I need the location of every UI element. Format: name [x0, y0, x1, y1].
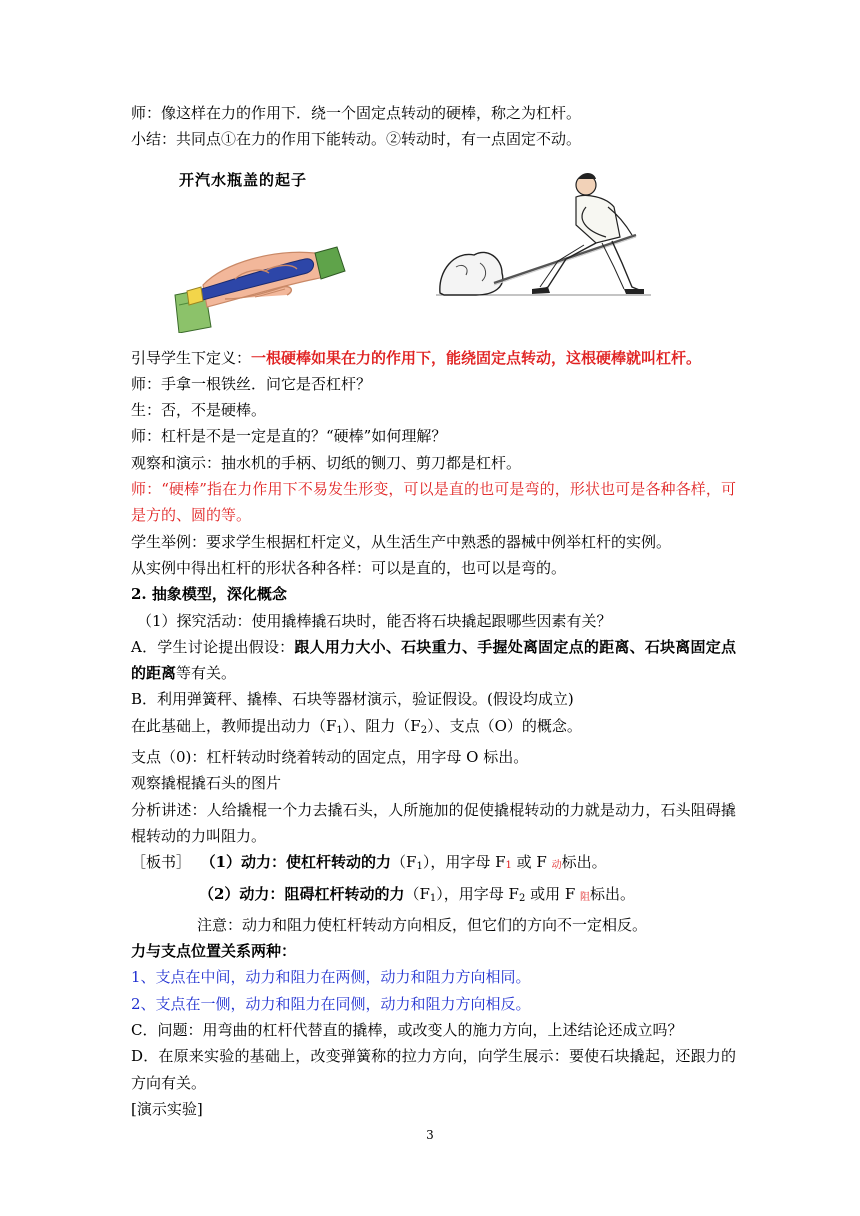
board-1-bold: （1）动力：使杠杆转动的力	[200, 853, 392, 872]
rigid-rod-explanation: 师：“硬棒”指在力作用下不易发生形变，可以是直的也可是弯的，形状也可是各种各样，可是方的、圆的等。	[131, 480, 736, 525]
board-2-sub2: 2	[518, 892, 526, 904]
teacher-question-wire: 师：手拿一根铁丝．问它是否杠杆？	[131, 374, 372, 393]
observation-line: 观察和演示：抽水机的手柄、切纸的铡刀、剪刀都是杠杆。	[131, 453, 522, 472]
hypothesis-prefix: A．学生讨论提出假设：	[131, 637, 295, 656]
board-1-c: 或 F	[511, 853, 552, 872]
definition-line: 师：像这样在力的作用下．绕一个固定点转动的硬棒，称之为杠杆。	[131, 104, 582, 122]
hypothesis-suffix: 等有关。	[176, 664, 237, 683]
hypothesis-factors: 跟人用力大小、石块重力、手握处离固定点的距离、石块离固定点的距离	[131, 637, 736, 683]
lever-definition: 一根硬棒如果在力的作用下，能绕固定点转动，这根硬棒就叫杠杆。	[251, 348, 702, 367]
relation-2: 2、支点在一侧，动力和阻力在同侧，动力和阻力方向相反。	[131, 994, 531, 1013]
inquiry-activity: （1）探究活动：使用撬棒撬石块时，能否将石块撬起跟哪些因素有关？	[137, 611, 612, 630]
board-2-sub: 1	[429, 892, 437, 904]
concept-sub1: 1	[336, 724, 343, 736]
teacher-question-straight: 师：杠杆是不是一定是直的？“硬棒”如何理解？	[131, 427, 447, 446]
page-content	[131, 100, 736, 1122]
concept-b: ）、阻力（F	[342, 716, 421, 735]
hypothesis-line	[131, 634, 736, 687]
fulcrum-line: 支点（0)：杠杆转动时绕着转动的固定点，用字母 O 标出。	[131, 748, 529, 767]
opener-caption: 开汽水瓶盖的起子	[179, 170, 308, 189]
verification-line: B．利用弹簧秤、撬棒、石块等器材演示，验证假设。(假设均成立)	[131, 690, 574, 709]
analysis-line: 分析讲述：人给撬棍一个力去撬石头，人所施加的促使撬棍转动的力就是动力，石头阻碍撬棍转动的力叫阻力。	[131, 800, 736, 845]
board-note: 注意：动力和阻力使杠杆转动方向相反，但它们的方向不一定相反。	[197, 915, 648, 934]
concept-line	[131, 713, 736, 744]
board-1-d: 标出。	[561, 853, 607, 872]
board-2-b: ），用字母 F	[436, 884, 519, 903]
guided-definition	[131, 345, 736, 371]
board-1-red2: 动	[551, 860, 562, 872]
demo-experiment-label: [演示实验]	[131, 1099, 203, 1118]
board-label: ［板书］	[131, 853, 192, 872]
concept-a: 在此基础上，教师提出动力（F	[131, 716, 337, 735]
board-2-bold: （2）动力：阻碍杠杆转动的力	[199, 884, 405, 903]
illustrations	[131, 159, 736, 345]
board-2-c: 或用 F	[525, 884, 581, 903]
guided-definition-prefix: 引导学生下定义：	[131, 348, 252, 367]
bottle-opener-illustration	[165, 167, 370, 333]
student-answer: 生：否，不是硬棒。	[131, 401, 267, 420]
question-c: C．问题：用弯曲的杠杆代替直的撬棒，或改变人的施力方向，上述结论还成立吗？	[131, 1021, 683, 1040]
summary-line: 小结：共同点①在力的作用下能转动。②转动时，有一点固定不动。	[131, 130, 582, 149]
demo-d: D．在原来实验的基础上，改变弹簧称的拉力方向，向学生展示：要使石块撬起，还跟力的方向有关。	[131, 1047, 736, 1092]
man-prying-rock-icon	[436, 163, 651, 303]
observe-picture-line: 观察撬棍撬石头的图片	[131, 774, 282, 793]
section-heading: 2. 抽象模型，深化概念	[131, 585, 287, 604]
board-2-a: （F	[404, 884, 430, 903]
student-examples: 学生举例：要求学生根据杠杆定义，从生活生产中熟悉的器械中例举杠杆的实例。	[131, 532, 672, 551]
board-1-sub: 1	[416, 861, 423, 873]
board-1-red1: 1	[505, 860, 512, 872]
concept-c: ）、支点（O）的概念。	[427, 716, 582, 735]
board-2-d: 标出。	[590, 884, 636, 903]
board-line-2	[131, 881, 736, 912]
concept-sub2: 2	[420, 724, 428, 736]
board-2-red: 阻	[580, 891, 591, 903]
page-number: 3	[426, 1128, 434, 1142]
relation-heading: 力与支点位置关系两种：	[131, 942, 297, 961]
shape-conclusion: 从实例中得出杠杆的形状各种各样：可以是直的，也可以是弯的。	[131, 558, 567, 577]
board-1-a: （F	[391, 853, 417, 872]
board-line-1	[131, 849, 736, 880]
relation-1: 1、支点在中间，动力和阻力在两侧，动力和阻力方向相同。	[131, 968, 531, 987]
lever-illustration	[436, 163, 651, 303]
board-1-b: ），用字母 F	[422, 853, 506, 872]
